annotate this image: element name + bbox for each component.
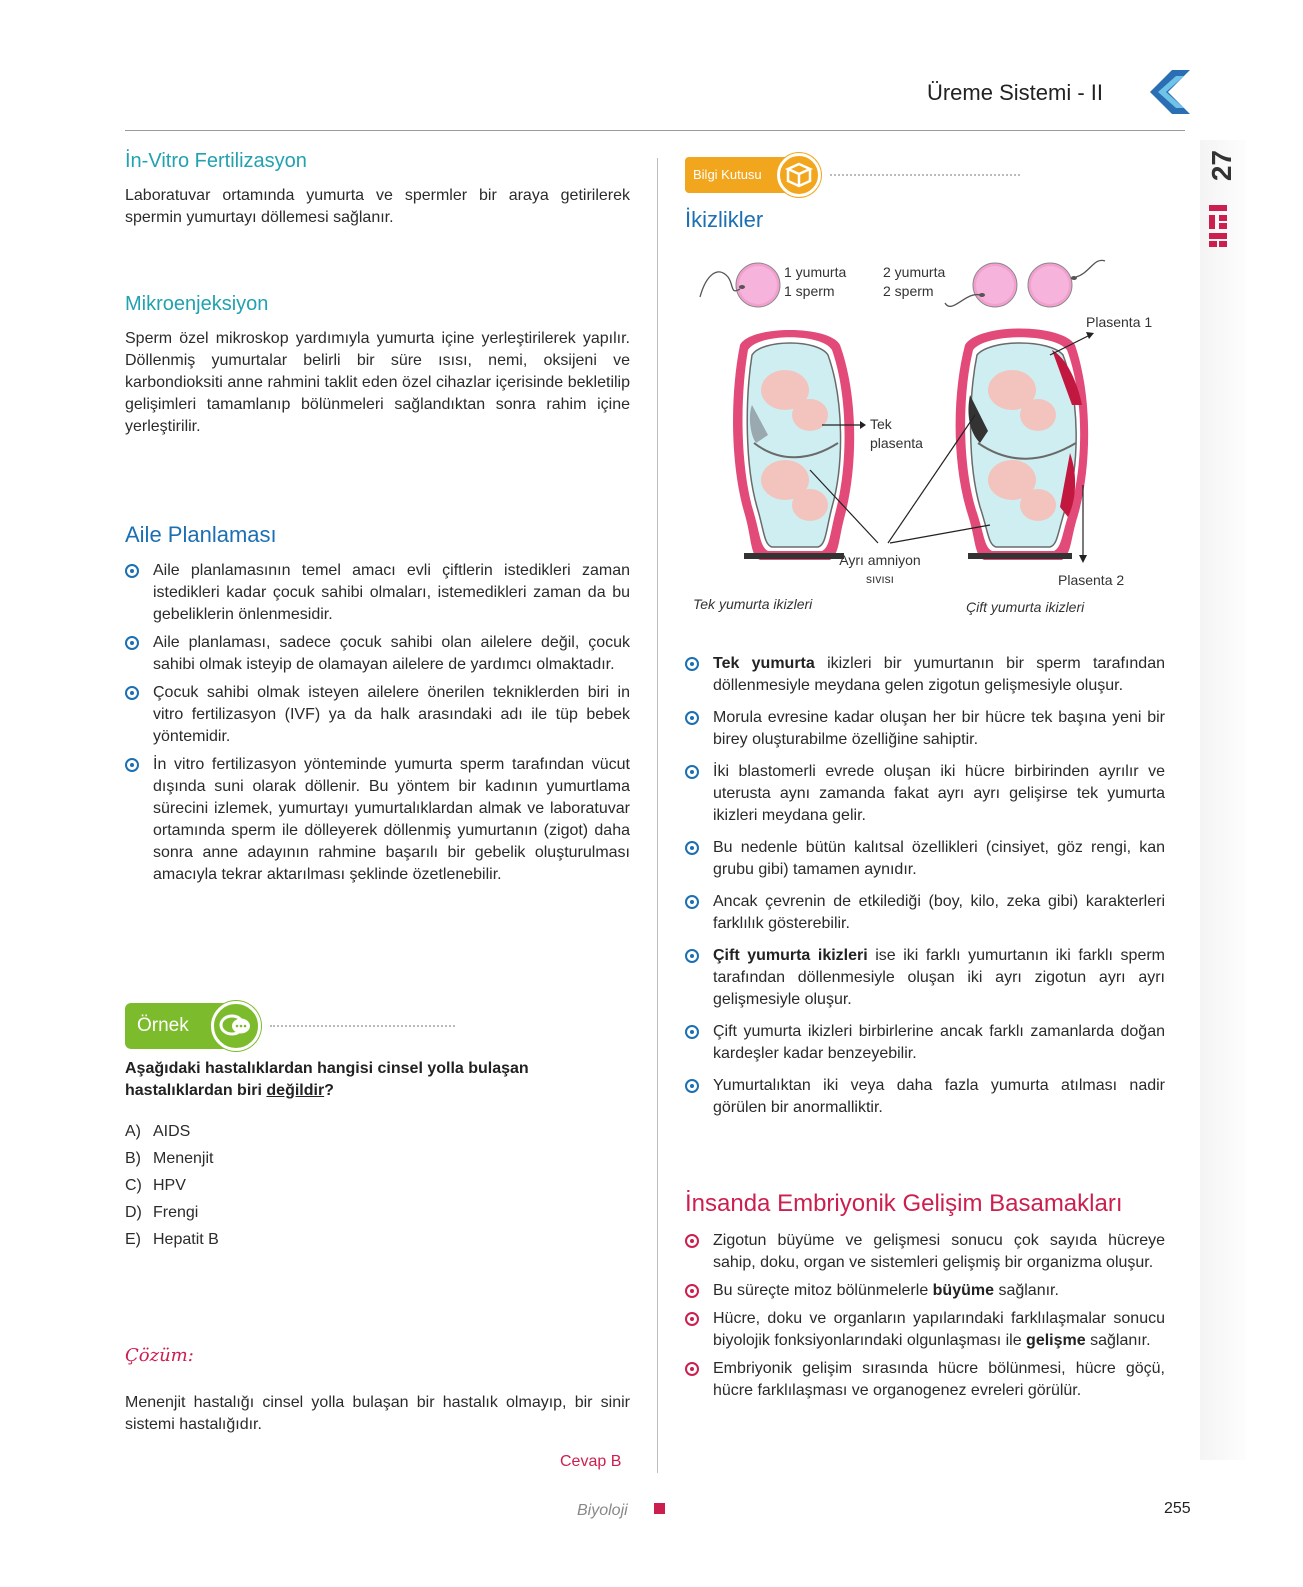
ikiz-list xyxy=(685,653,1165,1129)
label-plasenta-1: Plasenta 1 xyxy=(1086,314,1153,330)
bullet-icon xyxy=(685,711,699,725)
aile-heading: Aile Planlaması xyxy=(125,522,277,547)
bullet-icon xyxy=(125,758,139,772)
column-divider xyxy=(657,158,658,1473)
chat-bubble-icon xyxy=(211,1001,261,1051)
solution-label: Çözüm: xyxy=(125,1345,194,1366)
list-item: Morula evresine kadar oluşan her bir hücre tek başına yeni bir birey oluşturabilme özelliğine sahiptir. xyxy=(685,707,1165,751)
answer-options xyxy=(125,1118,219,1253)
list-item: Hücre, doku ve organların yapılarındaki farklılaşmalar sonucu biyolojik fonksiyonlarındaki olgunlaşması ile gelişme sağlanır. xyxy=(685,1308,1165,1352)
bullet-icon xyxy=(125,636,139,650)
box-icon xyxy=(777,153,821,197)
option-e: E) Hepatit B xyxy=(125,1231,219,1248)
bullet-icon xyxy=(685,949,699,963)
list-item: Aile planlamasının temel amacı evli çiftlerin istedikleri zaman istedikleri kadar çocuk sahibi olmaları, istemedikleri zaman da bu gebeliklerin önlenmesidir. xyxy=(125,560,630,626)
list-item: Çocuk sahibi olmak isteyen ailelere önerilen tekniklerden biri in vitro fertilizasyon (IVF) ya da halk arasındaki adı ile tüp bebek yöntemidir. xyxy=(125,682,630,748)
list-item: Ancak çevrenin de etkilediği (boy, kilo, zeka gibi) karakterleri farklılık gösterebilir. xyxy=(685,891,1165,935)
label-2-yumurta: 2 yumurta 2 sperm xyxy=(883,264,946,299)
label-tek-plasenta: Tek plasenta xyxy=(870,416,923,451)
footer-square-icon xyxy=(654,1503,665,1514)
bullet-icon xyxy=(685,895,699,909)
caption-tek-yumurta: Tek yumurta ikizleri xyxy=(693,596,813,612)
side-strip xyxy=(1200,140,1246,1460)
chapter-title: Üreme Sistemi - II xyxy=(926,80,1103,105)
list-item: Bu nedenle bütün kalıtsal özellikleri (cinsiyet, göz rengi, kan grubu gibi) tamamen aynıdır. xyxy=(685,837,1165,881)
bullet-icon xyxy=(685,1025,699,1039)
bullet-icon xyxy=(685,765,699,779)
example-label: Örnek xyxy=(137,1015,189,1036)
label-ayri-amniyon: Ayrı amniyon sıvısı xyxy=(839,552,921,586)
list-item: İki blastomerli evrede oluşan iki hücre birbirinden ayrılır ve uterusta aynı zamanda fakat ayrı ayrı gelişirse tek yumurta ikizleri meydana gelir. xyxy=(685,761,1165,827)
solution-text: Menenjit hastalığı cinsel yolla bulaşan bir hastalık olmayıp, bir sinir sistemi hastalığıdır. xyxy=(125,1394,630,1433)
header-divider xyxy=(125,130,1185,131)
bullet-icon xyxy=(685,657,699,671)
list-item: İn vitro fertilizasyon yönteminde yumurta sperm tarafından vücut dışında suni olarak döllenir. Bu yöntem bir kadının yumurtlama sürecini izlemek, yumurtayı yumurtalıklardan almak ve laboratuvar ortamında sperm ile dölleyerek döllenmiş yumurtanın (zigot) daha sonra anne adayının rahmine başarılı bir gebelik oluşturulması amacıyla tekrar aktarılması şeklinde özetlenebilir. xyxy=(125,754,630,886)
bullet-icon xyxy=(685,1079,699,1093)
question-emphasis: değildir xyxy=(266,1082,325,1099)
label-plasenta-2: Plasenta 2 xyxy=(1058,572,1125,588)
list-item: Aile planlaması, sadece çocuk sahibi olan ailelere değil, çocuk sahibi olmak isteyip de olamayan ailelere de yardımcı olmaktadır. xyxy=(125,632,630,676)
bullet-icon xyxy=(685,1284,699,1298)
aile-list xyxy=(125,560,630,886)
answer-label: Cevap B xyxy=(560,1453,622,1470)
label-1-yumurta: 1 yumurta 1 sperm xyxy=(784,264,847,299)
micro-heading: Mikroenjeksiyon xyxy=(125,293,269,315)
list-item: Embriyonik gelişim sırasında hücre bölünmesi, hücre göçü, hücre farklılaşması ve organogenez evreleri görülür. xyxy=(685,1358,1165,1402)
left-column xyxy=(125,150,630,892)
bullet-icon xyxy=(685,1312,699,1326)
page-number: 255 xyxy=(1164,1500,1191,1517)
info-box-label: Bilgi Kutusu xyxy=(693,167,762,182)
list-item: Yumurtalıktan iki veya daha fazla yumurta atılması nadir görülen bir anormalliktir. xyxy=(685,1075,1165,1119)
caption-cift-yumurta: Çift yumurta ikizleri xyxy=(966,599,1085,615)
bullet-icon xyxy=(685,841,699,855)
example-badge xyxy=(125,1003,455,1049)
option-b: B) Menenjit xyxy=(125,1150,214,1167)
twins-diagram xyxy=(690,255,1190,630)
unit-number: 27 xyxy=(1206,150,1237,182)
option-c: C) HPV xyxy=(125,1177,186,1194)
bullet-icon xyxy=(685,1234,699,1248)
bullet-icon xyxy=(685,1362,699,1376)
example-question: Aşağıdaki hastalıklardan hangisi cinsel yolla bulaşan hastalıklardan biri değildir? xyxy=(125,1060,529,1099)
bullet-icon xyxy=(125,564,139,578)
option-a: A) AIDS xyxy=(125,1123,191,1140)
embriyo-list xyxy=(685,1230,1165,1408)
list-item: Çift yumurta ikizleri birbirlerine ancak farklı zamanlarda doğan kardeşler kadar benzeyebilir. xyxy=(685,1021,1165,1065)
ivf-text: Laboratuvar ortamında yumurta ve spermler bir araya getirilerek spermin yumurtayı döllemesi sağlanır. xyxy=(125,187,630,226)
ikiz-heading: İkizlikler xyxy=(685,207,764,232)
footer-subject: Biyoloji xyxy=(577,1502,628,1519)
list-item: Zigotun büyüme ve gelişmesi sonucu çok sayıda hücreye sahip, doku, organ ve sistemleri gelişmiş bir organizma oluşur. xyxy=(685,1230,1165,1274)
ivf-heading: İn-Vitro Fertilizasyon xyxy=(125,150,307,172)
list-item: Bu süreçte mitoz bölünmelerle büyüme sağlanır. xyxy=(685,1280,1165,1302)
list-item: Tek yumurta ikizleri bir yumurtanın bir sperm tarafından döllenmesiyle meydana gelen zigotun gelişmesiyle oluşur. xyxy=(685,653,1165,697)
micro-text: Sperm özel mikroskop yardımıyla yumurta içine yerleştirilerek yapılır. Döllenmiş yumurtalar belirli bir süre ısısı, nemi, oksijeni ve karbondioksiti anne rahmini taklit eden özel cihazlar içerisinde bekletilip gelişimleri tamamlanıp bölünmeleri sağlandıktan sonra rahim içine yerleştirilir. xyxy=(125,330,630,435)
publisher-logo xyxy=(1207,205,1229,254)
bullet-icon xyxy=(125,686,139,700)
embriyo-heading: İnsanda Embriyonik Gelişim Basamakları xyxy=(685,1190,1123,1217)
list-item: Çift yumurta ikizleri ise iki farklı yumurtanın iki farklı sperm tarafından döllenmesiyle oluşan iki ayrı zigotun ayrı ayrı gelişmesiyle oluşur. xyxy=(685,945,1165,1011)
chevron-left-icon xyxy=(1150,70,1192,119)
option-d: D) Frengi xyxy=(125,1204,199,1221)
